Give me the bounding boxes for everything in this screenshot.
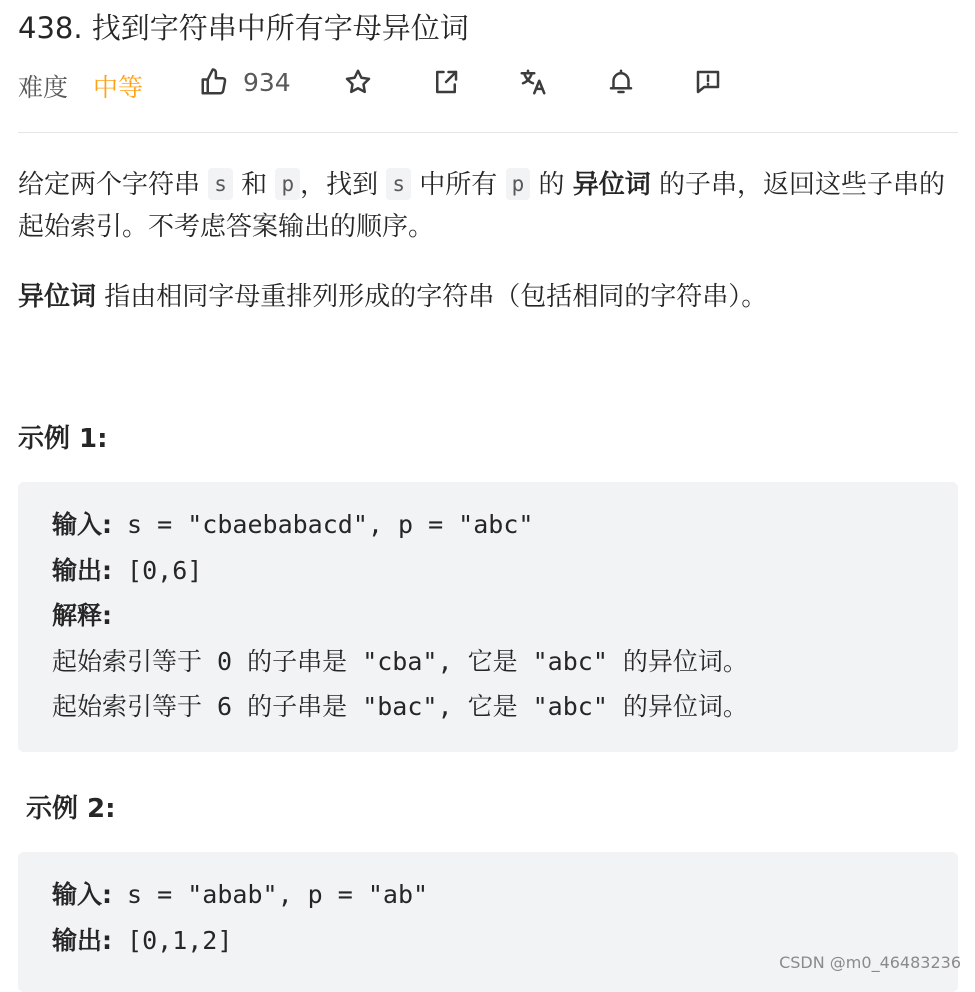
input-key: 输入:	[52, 880, 112, 909]
anagram-term: 异位词	[18, 282, 97, 312]
description-paragraph-2	[18, 276, 958, 318]
inline-code-s: s	[386, 168, 411, 200]
bell-icon	[606, 67, 636, 97]
description-text: 指由相同字母重排列形成的字符串（包括相同的字符串）。	[96, 282, 768, 312]
example-1-explain-line: 起始索引等于 6 的子串是 "bac", 它是 "abc" 的异位词。	[52, 692, 748, 722]
example-2-title: 示例 2:	[26, 794, 116, 824]
input-value: s = "cbaebabacd", p = "abc"	[112, 510, 534, 539]
output-value: [0,1,2]	[112, 925, 233, 955]
example-1-explain	[52, 593, 924, 639]
share-icon	[431, 67, 461, 97]
problem-meta-bar	[18, 62, 958, 102]
description-text: ，找到	[300, 170, 387, 200]
difficulty-value: 中等	[93, 73, 144, 102]
favorite-button[interactable]	[340, 64, 376, 100]
description-text: 的	[530, 170, 573, 200]
explain-key: 解释:	[52, 601, 112, 631]
feedback-button[interactable]	[690, 64, 726, 100]
example-1-input	[52, 502, 924, 548]
problem-title: 438. 找到字符串中所有字母异位词	[18, 11, 469, 45]
description-text: 的子串，返回这些子串的起始索引。不考虑答案输出的顺序。	[18, 170, 946, 242]
like-count: 934	[243, 68, 291, 97]
output-key: 输出:	[52, 555, 112, 585]
translate-icon	[518, 67, 548, 97]
like-button[interactable]	[196, 64, 232, 100]
example-1-title: 示例 1:	[18, 424, 108, 454]
description-text: 和	[232, 170, 276, 200]
inline-code-p: p	[275, 168, 300, 200]
input-value: s = "abab", p = "ab"	[112, 880, 429, 909]
example-1-block	[18, 482, 958, 752]
star-icon	[343, 67, 373, 97]
description-text: 给定两个字符串	[18, 170, 209, 200]
anagram-term: 异位词	[572, 170, 651, 200]
description-paragraph-1	[18, 164, 958, 248]
translate-button[interactable]	[515, 64, 551, 100]
watermark: CSDN @m0_46483236	[779, 953, 961, 972]
description-text: 中所有	[411, 170, 506, 200]
feedback-icon	[693, 67, 723, 97]
example-1-explain-line: 起始索引等于 0 的子串是 "cba", 它是 "abc" 的异位词。	[52, 646, 748, 676]
share-button[interactable]	[428, 64, 464, 100]
output-value: [0,6]	[112, 555, 203, 585]
example-1-output	[52, 548, 924, 594]
input-key: 输入:	[52, 510, 112, 539]
header-divider	[18, 132, 958, 133]
notify-button[interactable]	[603, 64, 639, 100]
difficulty-label: 难度	[18, 73, 69, 102]
output-key: 输出:	[52, 925, 112, 955]
example-2-input	[52, 872, 924, 918]
thumbs-up-icon	[199, 67, 229, 97]
inline-code-s: s	[208, 168, 233, 200]
inline-code-p: p	[506, 168, 531, 200]
